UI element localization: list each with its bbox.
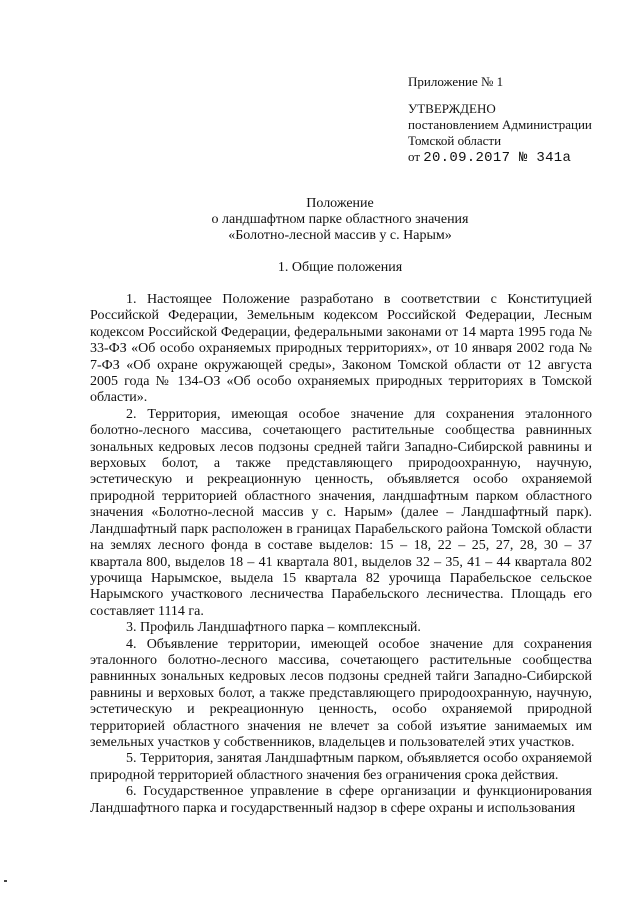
date-prefix: от	[408, 149, 421, 164]
scan-speck	[4, 880, 7, 882]
approved-region-line: Томской области	[408, 133, 502, 148]
paragraph-3: 3. Профиль Ландшафтного парка – комплексный.	[126, 620, 421, 636]
paragraph-4: 4. Объявление территории, имеющей особое значение для сохранения эталонного болотно-лесного массива, сочетающего растительные сообщества равнинных зональных кедровых лесов подзоны средней тайги Западно-Сибирской равнины и верховых болот, а также представляющего природоохранную, научную, эстетическую и рекреационную ценность, особо охраняемой природной территорией областного значения не влечет за собой изъятие занимаемых им земельных участков у собственников, владельцев и пользователей этих участков.	[90, 636, 592, 750]
title-line-3: «Болотно-лесной массив у с. Нарым»	[228, 228, 452, 243]
approval-date-line	[408, 149, 633, 166]
document-title	[90, 196, 590, 244]
paragraph-6: 6. Государственное управление в сфере организации и функционирования Ландшафтного парка и государственный надзор в сфере охраны и использования	[90, 784, 592, 816]
paragraph-2: 2. Территория, имеющая особое значение для сохранения эталонного болотно-лесного массива, сочетающего растительные сообщества равнинных зональных кедровых лесов подзоны средней тайги Западно-Сибирской равнины и верховых болот, а также представляющего природоохранную, научную, эстетическую и рекреационную ценность, объявляется особо охраняемой природной территорией областного значения, ландшафтным парком областного значения «Болотно-лесной массив у с. Нарым» (далее – Ландшафтный парк). Ландшафтный парк расположен в границах Парабельского района Томской области на землях лесного фонда в составе выделов: 15 – 18, 22 – 25, 27, 28, 30 – 37 квартала 800, выделов 18 – 41 квартала 801, выделов 32 – 35, 41 – 44 квартала 802 урочища Нарымское, выдела 15 квартала 82 урочища Парабельское сельское Нарымского участкового лесничества Парабельского лесничества. Площадь его составляет 1114 га.	[90, 406, 592, 619]
approved-by-line: постановлением Администрации	[408, 117, 592, 132]
appendix-label: Приложение № 1	[408, 74, 504, 89]
approved-heading: УТВЕРЖДЕНО	[408, 101, 496, 116]
paragraph-1: 1. Настоящее Положение разработано в соответствии с Конституцией Российской Федерации, Земельным кодексом Российской Федерации, Лесным кодексом Российской Федерации, федеральными законами от 14 марта 1995 года № 33-ФЗ «Об особо охраняемых природных территориях», от 10 января 2002 года № 7-ФЗ «Об охране окружающей среды», Законом Томской области от 12 августа 2005 года № 134-ОЗ «Об особо охраняемых природных территориях в Томской области».	[90, 292, 592, 406]
paragraph-5: 5. Территория, занятая Ландшафтным парком, объявляется особо охраняемой природной территорией областного значения без ограничения срока действия.	[90, 751, 592, 783]
approval-stamp	[408, 101, 633, 166]
title-line-2: о ландшафтном парке областного значения	[211, 212, 469, 227]
section-heading: 1. Общие положения	[277, 260, 403, 275]
document-body	[90, 292, 592, 817]
resolution-date-number: 20.09.2017 № 341а	[423, 150, 572, 166]
title-line-1: Положение	[306, 196, 374, 211]
